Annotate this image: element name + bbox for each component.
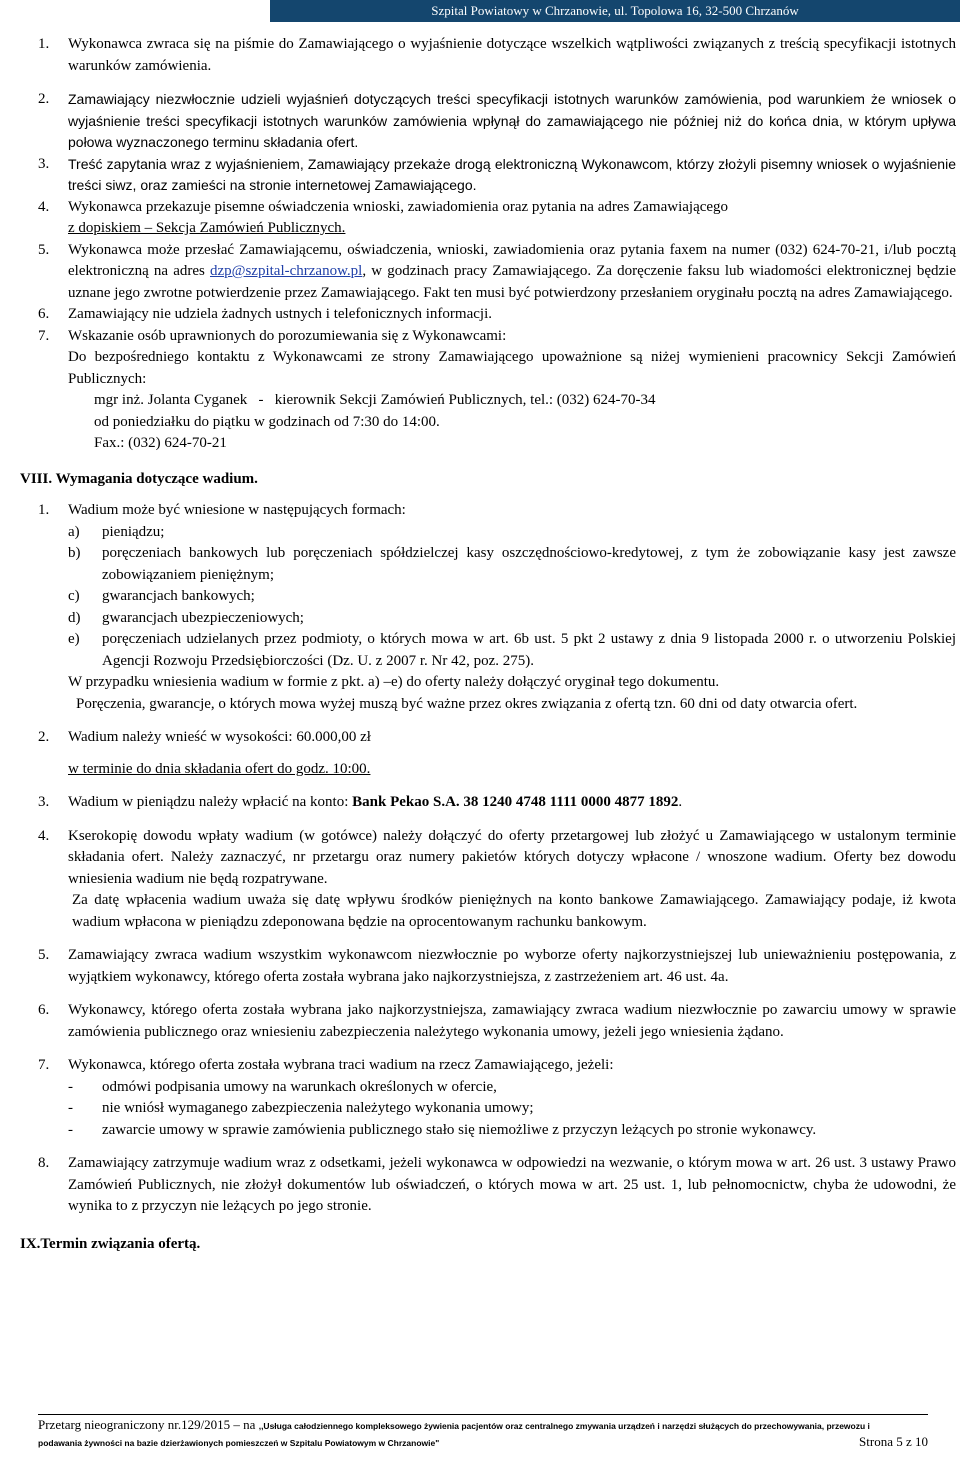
list-item <box>38 197 956 240</box>
list-item <box>38 945 956 988</box>
item-number: 2. <box>38 729 50 745</box>
list-item <box>38 89 956 154</box>
footer-title: ,,Usługa całodziennego kompleksowego żywienia pacjentów oraz centralnego zmywania urządzeń i narzędzi służących do przechowywania, przewozu i <box>258 1421 870 1431</box>
sub-text: nie wniósł wymaganego zabezpieczenia należytego wykonania umowy; <box>102 1100 534 1116</box>
list-item <box>38 240 956 305</box>
sub-item <box>68 586 956 608</box>
item-number: 7. <box>38 327 50 344</box>
item-text-main: Wykonawca przekazuje pisemne oświadczenia wnioski, zawiadomienia oraz pytania na adres Zamawiającego <box>68 198 729 215</box>
item-text <box>68 1055 956 1141</box>
contact-line: od poniedziałku do piątku w godzinach od 7:30 do 14:00. <box>94 413 440 430</box>
bank-account: Bank Pekao S.A. 38 1240 4748 1111 0000 4877 1892 <box>352 794 679 810</box>
sub-label: a) <box>68 523 80 540</box>
sub-label: - <box>68 1100 73 1116</box>
item-text-underlined: z dopiskiem – Sekcja Zamówień Publicznych. <box>68 220 346 236</box>
item-text: Zamawiający nie udziela żadnych ustnych i telefonicznych informacji. <box>68 306 492 322</box>
item-number: 4. <box>38 827 50 844</box>
item-number: 1. <box>38 502 50 518</box>
sub-text: poręczeniach udzielanych przez podmioty, o których mowa w art. 6b ust. 5 pkt 2 ustawy z dnia 9 listopada 2000 r. o utworzeniu Polskiej Agencji Rozwoju Przedsiębiorczości (Dz. U. z 2007 r. Nr 42, poz. 275). <box>102 631 956 669</box>
item-text: Treść zapytania wraz z wyjaśnieniem, Zamawiający przekaże drogą elektroniczną Wykonawcom, którzy złożyli pisemny wniosek o wyjaśnienie treści siwz, oraz zamieści na stronie internetowej Zamawiającego. <box>68 155 956 193</box>
sub-text: gwarancjach bankowych; <box>102 588 255 604</box>
item-text-main: Wadium należy wnieść w wysokości: 60.000,00 zł <box>68 729 371 745</box>
footer-line-1 <box>38 1417 928 1434</box>
list-item <box>38 1055 956 1141</box>
footer-line-2 <box>38 1434 928 1451</box>
item-number: 2. <box>38 91 50 107</box>
list-item <box>38 34 956 77</box>
page-header: Szpital Powiatowy w Chrzanowie, ul. Topolowa 16, 32-500 Chrzanów <box>270 0 960 22</box>
sub-item <box>68 1077 956 1099</box>
item-text: Zamawiający niezwłocznie udzieli wyjaśnień dotyczących treści specyfikacji istotnych warunków zamówienia, pod warunkiem że wniosek o wyjaśnienie treści specyfikacji istotnych warunków zamówienia wpłynął do zamawiającego nie później niż do końca dnia, w którym upływa połowa wyznaczonego terminu składania ofert. <box>68 91 956 150</box>
sub-text: pieniądzu; <box>102 523 165 540</box>
item-number: 8. <box>38 1155 50 1171</box>
item-text <box>68 727 956 780</box>
document-body <box>20 34 956 1255</box>
item-text <box>68 240 956 305</box>
list-item <box>38 500 956 672</box>
spacer <box>38 1141 956 1153</box>
sub-label: b) <box>68 545 81 561</box>
item-text-main: Kserokopię dowodu wpłaty wadium (w gotówce) należy dołączyć do oferty przetargowej lub złożyć u Zamawiającego w ustalonym terminie składania ofert. Należy zaznaczyć, nr przetargu oraz numery pakietów których dotyczy wpłacone / wnoszone wadium. Oferty bez dowodu wniesienia wadium nie będą rozpatrywane. <box>68 827 956 887</box>
sub-text: poręczeniach bankowych lub poręczeniach spółdzielczej kasy oszczędnościowo-kredytowej, z tym że zobowiązanie kasy jest zawsze zobowiązaniem pieniężnym; <box>102 545 956 583</box>
item-text: Wykonawcy, którego oferta została wybrana jako najkorzystniejsza, zamawiający zwraca wadium niezwłocznie po zawarciu umowy w sprawie zamówienia publicznego oraz wniesieniu zabezpieczenia należytego wykonania umowy, jeżeli jego wniesienia żądano. <box>68 1002 956 1040</box>
list-item <box>38 326 956 455</box>
sub-item <box>68 629 956 672</box>
item-text <box>68 500 956 672</box>
sub-label: e) <box>68 631 80 647</box>
sub-text: gwarancjach ubezpieczeniowych; <box>102 609 304 626</box>
list-item <box>38 826 956 891</box>
spacer <box>38 814 956 826</box>
sub-label: - <box>68 1121 73 1138</box>
spacer <box>38 1043 956 1055</box>
sub-item <box>68 608 956 630</box>
footer-title-cont: podawania żywności na bazie dzierżawionych pomieszczeń w Szpitalu Powiatowym w Chrzanowie" <box>38 1438 440 1448</box>
item-number: 7. <box>38 1057 50 1073</box>
sub-item <box>68 1120 956 1142</box>
item-number: 3. <box>38 155 50 172</box>
item-text: Wykonawca zwraca się na piśmie do Zamawiającego o wyjaśnienie dotyczące wszelkich wątpliwości związanych z treścią specyfikacji istotnych warunków zamówienia. <box>68 36 956 74</box>
section-heading: VIII. Wymagania dotyczące wadium. <box>20 470 258 487</box>
item-text-a: Wykonawca może przesłać Zamawiającemu, oświadczenia, wnioski, zawiadomienia oraz pytania faxem na numer (032) 624-70-21, i/lub pocztą elektroniczną na adres <box>68 241 956 279</box>
item-text-main: Wadium w pieniądzu należy wpłacić na konto: <box>68 794 353 810</box>
item-number: 5. <box>38 947 50 963</box>
list-item <box>38 792 956 814</box>
item-text <box>68 792 956 814</box>
page-footer <box>38 1414 928 1451</box>
item-text-b: , w godzinach pracy Zamawiającego. Za doręczenie faksu lub wiadomości elektronicznej będzie uznane jego zwrotne potwierdzenie przez Zamawiającego. Fakt ten musi być potwierdzony przesłaniem oryginału pocztą na adres Zamawiającego. <box>68 263 956 301</box>
email-link[interactable]: dzp@szpital-chrzanow.pl <box>209 263 363 279</box>
item-text <box>68 826 956 891</box>
page-number: Strona 5 z 10 <box>859 1434 928 1449</box>
contact-line: Fax.: (032) 624-70-21 <box>94 435 227 451</box>
sub-label: - <box>68 1078 73 1095</box>
item-text-2: Do bezpośredniego kontaktu z Wykonawcami ze strony Zamawiającego upoważnione są niżej wymienieni pracownicy Sekcji Zamówień Publicznych: <box>68 349 956 387</box>
item-text <box>68 197 956 240</box>
contact-line: mgr inż. Jolanta Cyganek - kierownik Sekcji Zamówień Publicznych, tel.: (032) 624-70-34 <box>94 392 656 408</box>
spacer <box>38 715 956 727</box>
list-item <box>38 304 956 326</box>
item-text-main: Wadium może być wniesione w następujących formach: <box>68 502 406 518</box>
sub-label: d) <box>68 609 81 626</box>
list-item <box>38 1000 956 1043</box>
item-number: 3. <box>38 794 50 810</box>
footer-prefix: Przetarg nieograniczony nr.129/2015 – na <box>38 1417 259 1432</box>
list-item <box>38 727 956 780</box>
spacer <box>38 933 956 945</box>
item-number: 6. <box>38 1002 50 1018</box>
item-number: 6. <box>38 306 50 322</box>
item-number: 4. <box>38 198 50 215</box>
item-number: 1. <box>38 36 50 52</box>
note: Poręczenia, gwarancje, o których mowa wyżej muszą być ważne przez okres związania z ofertą tzn. 60 dni od daty otwarcia ofert. <box>76 695 858 712</box>
sub-label: c) <box>68 588 80 604</box>
list-item <box>38 1153 956 1218</box>
spacer <box>38 988 956 1000</box>
sub-item <box>68 1098 956 1120</box>
spacer <box>38 77 956 89</box>
period: . <box>678 794 683 810</box>
item-text: Zamawiający zatrzymuje wadium wraz z odsetkami, jeżeli wykonawca w odpowiedzi na wezwanie, o którym mowa w art. 26 ust. 3 ustawy Prawo Zamówień Publicznych, nie złożył dokumentów lub oświadczeń, o których mowa w art. 25 ust. 1, lub pełnomocnictw, chyba że udowodni, że wynika to z przyczyn nie leżących po jego stronie. <box>68 1155 956 1214</box>
spacer <box>38 780 956 792</box>
item-text-main: Wskazanie osób uprawnionych do porozumiewania się z Wykonawcami: <box>68 327 507 344</box>
item-text: Zamawiający zwraca wadium wszystkim wykonawcom niezwłocznie po wyborze oferty najkorzystniejszej lub unieważnieniu postępowania, z wyjątkiem wykonawcy, którego oferta została wybrana jako najkorzystniejsza, z zastrzeżeniem art. 46 ust. 4a. <box>68 947 956 985</box>
item-text-main: Wykonawca, którego oferta została wybrana traci wadium na rzecz Zamawiającego, jeżeli: <box>68 1057 614 1073</box>
note: Za datę wpłacenia wadium uważa się datę wpływu środków pieniężnych na konto bankowe Zamawiającego. Zamawiający podaje, iż kwota wadium wpłacona w pieniądzu zdeponowana będzie na oprocentowanym rachunku bankowym. <box>72 892 956 930</box>
item-text <box>68 326 956 455</box>
sub-text: odmówi podpisania umowy na warunkach określonych w ofercie, <box>102 1078 497 1095</box>
sub-item <box>68 522 956 544</box>
section-heading: IX.Termin związania ofertą. <box>20 1235 201 1252</box>
deadline-text: w terminie do dnia składania ofert do godz. 10:00. <box>68 760 371 777</box>
note: W przypadku wniesienia wadium w formie z pkt. a) –e) do oferty należy dołączyć oryginał tego dokumentu. <box>68 674 720 690</box>
list-item <box>38 154 956 197</box>
sub-text: zawarcie umowy w sprawie zamówienia publicznego stało się niemożliwe z przyczyn leżących po stronie wykonawcy. <box>102 1121 817 1138</box>
item-number: 5. <box>38 241 50 258</box>
contact-block <box>68 390 956 455</box>
sub-item <box>68 543 956 586</box>
